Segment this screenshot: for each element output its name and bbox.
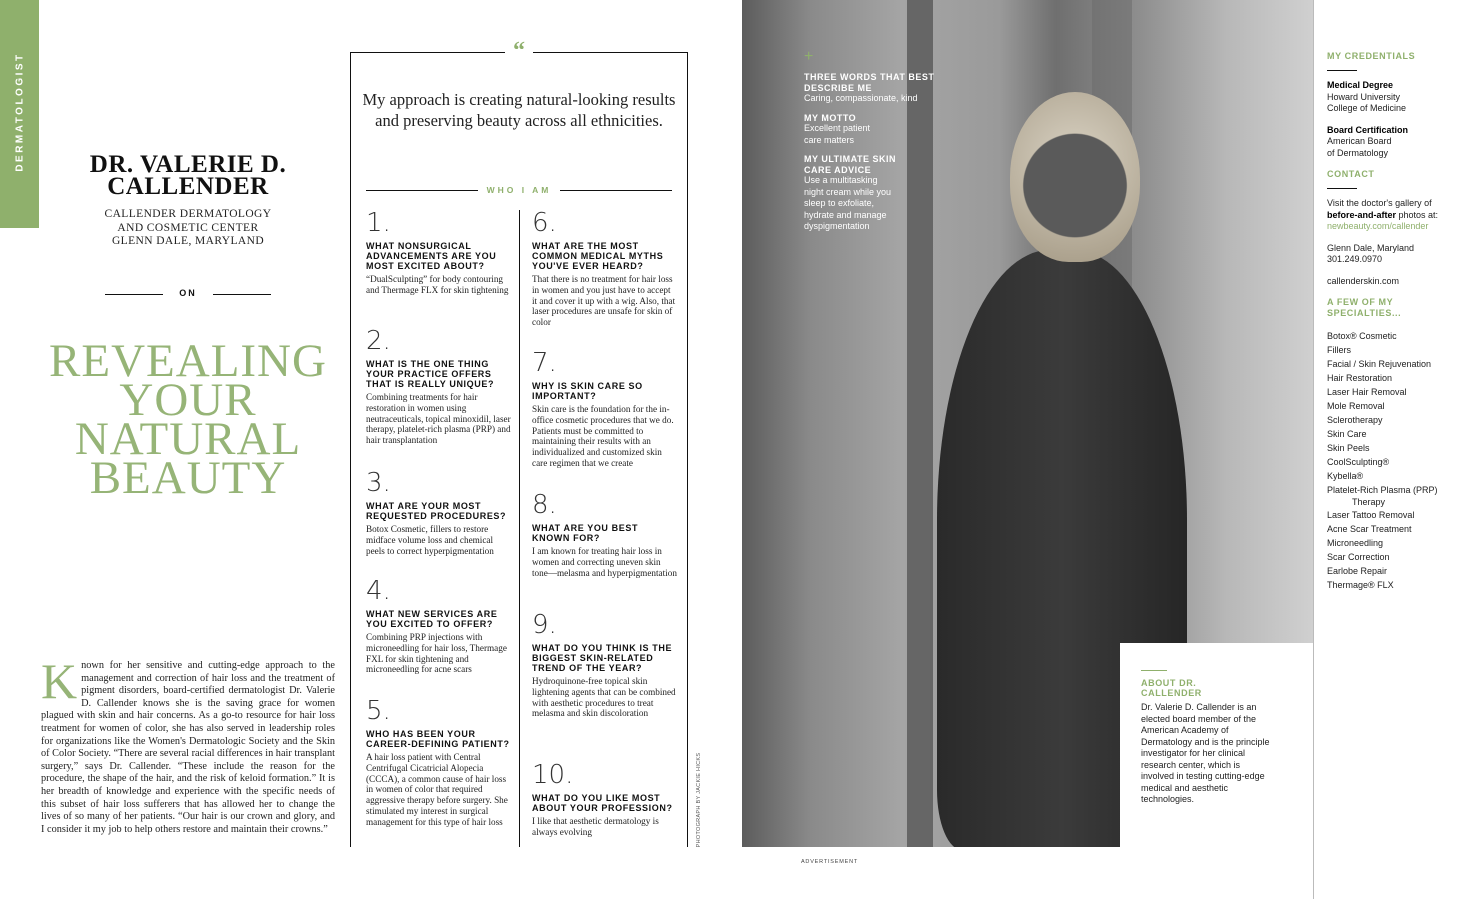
gallery-text: photos at: bbox=[1398, 209, 1439, 220]
about-title: ABOUT DR. CALLENDER bbox=[1141, 678, 1202, 698]
intro-text: nown for her sensitive and cutting-edge approach to the management and correction of hair loss and the treatment of pigment disorders, board-certified dermatologist Dr. Valerie D. Callender knows she is the saving grace for women plagued with skin and hair concerns. As a go-to resource for hair loss treatment for women of color, she has also served in leadership roles for organizations like the Women's Dermatologic Society and the Skin of Color Society. “There are several racial differences in hair transplant surgery,” says Dr. Callender. “These include the reason for the procedure, the shape of the hair, and the risk of keloid formation.” It is her breadth of knowledge and experience with the specific needs of this subset of hair loss sufferers that has allowed her to change the lives of so many of her patients. “Our hair is our crown and glory, and I consider it my job to help others restore and maintain their crowns.” bbox=[41, 660, 335, 835]
answer: Hydroquinone-free topical skin lightening agents that can be combined with aesthetic procedures to treat melasma and skin discoloration bbox=[532, 676, 676, 719]
divider-line bbox=[213, 294, 271, 295]
question: WHAT ARE YOU BEST KNOWN FOR? bbox=[532, 523, 639, 543]
specialty-item: Laser Tattoo Removal bbox=[1327, 510, 1415, 520]
specialty-item: Microneedling bbox=[1327, 538, 1384, 548]
answer: I like that aesthetic dermatology is always evolving bbox=[532, 816, 659, 837]
credential-line: Howard University bbox=[1327, 91, 1401, 102]
contact-title: CONTACT bbox=[1327, 169, 1375, 179]
specialty-item: Scar Correction bbox=[1327, 552, 1390, 562]
qa-item bbox=[532, 492, 677, 578]
qa-item bbox=[532, 210, 677, 328]
photo-overlay bbox=[804, 50, 944, 233]
on-divider bbox=[105, 288, 271, 300]
gallery-link[interactable]: newbeauty.com/callender bbox=[1327, 221, 1429, 231]
qa-item bbox=[366, 698, 511, 828]
section-rule bbox=[1327, 188, 1357, 189]
headline-line: NATURAL bbox=[74, 413, 302, 465]
qa-item bbox=[532, 350, 677, 469]
qa-item bbox=[366, 328, 511, 446]
specialty-item: Fillers bbox=[1327, 345, 1351, 355]
qa-item bbox=[366, 210, 511, 296]
specialty-item: Acne Scar Treatment bbox=[1327, 524, 1412, 534]
on-label: ON bbox=[179, 288, 197, 298]
practice-line: GLENN DALE, MARYLAND bbox=[111, 235, 265, 247]
drop-cap: K bbox=[41, 653, 78, 709]
advertisement-label: ADVERTISEMENT bbox=[800, 859, 859, 865]
specialties-list bbox=[1327, 329, 1477, 592]
photo-credit-text: PHOTOGRAPH BY JACKIE HICKS bbox=[696, 752, 702, 848]
overlay-title: MY ULTIMATE SKIN CARE ADVICE bbox=[804, 154, 896, 175]
photo-credit bbox=[694, 752, 704, 848]
overlay-text: Caring, compassionate, kind bbox=[804, 93, 918, 103]
section-tab bbox=[0, 0, 39, 228]
answer: Skin care is the foundation for the in-office cosmetic procedures that we do. Patients must be committed to maintaining their results with an individualized and customized skin care regimen that we create bbox=[532, 404, 674, 468]
about-rule bbox=[1141, 670, 1167, 671]
photo-figure-head bbox=[1010, 92, 1140, 262]
gallery-info bbox=[1327, 198, 1477, 233]
intro-paragraph bbox=[41, 653, 335, 836]
question: WHAT DO YOU LIKE MOST ABOUT YOUR PROFESSION? bbox=[532, 793, 673, 813]
gallery-text: Visit the doctor's gallery of bbox=[1327, 198, 1432, 208]
location: Glenn Dale, Maryland bbox=[1327, 242, 1415, 253]
overlay-title: THREE WORDS THAT BEST DESCRIBE ME bbox=[804, 72, 935, 93]
phone: 301.249.0970 bbox=[1327, 254, 1383, 264]
divider-line bbox=[560, 190, 672, 191]
answer: Botox Cosmetic, fillers to restore midface volume loss and chemical peels to correct hyperpigmentation bbox=[366, 524, 494, 556]
answer: “DualSculpting” for body contouring and Thermage FLX for skin tightening bbox=[366, 274, 509, 295]
qa-item bbox=[532, 762, 677, 838]
question: WHAT NEW SERVICES ARE YOU EXCITED TO OFFER? bbox=[366, 609, 498, 629]
section-rule bbox=[1327, 70, 1357, 71]
question: WHO HAS BEEN YOUR CAREER-DEFINING PATIENT? bbox=[366, 729, 510, 749]
question-number: 4. bbox=[366, 576, 391, 606]
specialty-item: Laser Hair Removal bbox=[1327, 387, 1407, 397]
question: WHAT NONSURGICAL ADVANCEMENTS ARE YOU MOST EXCITED ABOUT? bbox=[366, 241, 497, 271]
credential bbox=[1327, 80, 1477, 115]
sidebar bbox=[1327, 51, 1477, 592]
specialty-item: CoolSculpting® bbox=[1327, 457, 1390, 467]
specialty-item: Skin Care bbox=[1327, 429, 1367, 439]
who-i-am-divider bbox=[366, 185, 672, 197]
doctor-name: DR. VALERIE D. CALLENDER bbox=[89, 151, 287, 200]
website-link[interactable]: callenderskin.com bbox=[1327, 275, 1400, 286]
who-i-am-label: WHO I AM bbox=[486, 185, 552, 195]
overlay-text: Excellent patient care matters bbox=[804, 123, 871, 145]
practice-line: CALLENDER DERMATOLOGY bbox=[104, 208, 272, 220]
specialties-title: A FEW OF MY SPECIALTIES... bbox=[1327, 297, 1402, 318]
pull-quote: My approach is creating natural-looking results and preserving beauty across all ethnicities. bbox=[362, 90, 676, 130]
specialty-item: Earlobe Repair bbox=[1327, 566, 1388, 576]
question-number: 2. bbox=[366, 326, 391, 356]
question: WHAT ARE THE MOST COMMON MEDICAL MYTHS YOU'VE EVER HEARD? bbox=[532, 241, 664, 271]
answer: That there is no treatment for hair loss in women and you just have to accept it and cover it up with a wig. Also, that laser procedures are unsafe for skin of color bbox=[532, 274, 676, 328]
credential-label: Board Certification bbox=[1327, 124, 1409, 135]
question: WHAT ARE YOUR MOST REQUESTED PROCEDURES? bbox=[366, 501, 507, 521]
headline-line: YOUR bbox=[119, 374, 257, 426]
specialty-item: Hair Restoration bbox=[1327, 373, 1393, 383]
credential bbox=[1327, 125, 1477, 160]
specialty-item: Platelet-Rich Plasma (PRP) Therapy bbox=[1327, 485, 1438, 507]
qa-item bbox=[366, 470, 511, 556]
qa-item bbox=[366, 578, 511, 675]
credential-line: of Dermatology bbox=[1327, 147, 1389, 158]
specialty-item: Facial / Skin Rejuvenation bbox=[1327, 359, 1432, 369]
answer: Combining treatments for hair restoration in women using neutraceuticals, topical minoxidil, laser therapy, platelet-rich plasma (PRP) and hair transplantation bbox=[366, 392, 511, 446]
credentials-title: MY CREDENTIALS bbox=[1327, 51, 1416, 61]
location-info bbox=[1327, 243, 1477, 266]
about-text: Dr. Valerie D. Callender is an elected board member of the American Academy of Dermatology and is the principle investigator for her clinical research center, which is involved in testing cutting-edge medical and aesthetic technologies. bbox=[1141, 702, 1270, 804]
headline-line: REVEALING bbox=[49, 335, 327, 387]
question: WHY IS SKIN CARE SO IMPORTANT? bbox=[532, 381, 643, 401]
plus-icon: + bbox=[804, 48, 814, 65]
question-number: 1. bbox=[366, 208, 391, 238]
question-number: 6. bbox=[532, 208, 557, 238]
credential-line: College of Medicine bbox=[1327, 103, 1407, 113]
question-number: 9. bbox=[532, 610, 557, 640]
question-number: 5. bbox=[366, 696, 391, 726]
specialty-item: Kybella® bbox=[1327, 471, 1364, 481]
column-divider bbox=[519, 210, 520, 847]
practice-info bbox=[60, 208, 316, 249]
headline-line: BEAUTY bbox=[89, 452, 287, 504]
overlay-title: MY MOTTO bbox=[804, 112, 857, 123]
credential-line: American Board bbox=[1327, 136, 1392, 146]
specialty-item: Skin Peels bbox=[1327, 443, 1370, 453]
question-number: 3. bbox=[366, 468, 391, 498]
specialty-item: Mole Removal bbox=[1327, 401, 1385, 411]
quote-mark-icon: “ bbox=[505, 40, 533, 62]
qa-item bbox=[532, 612, 677, 719]
page-gutter bbox=[1313, 0, 1314, 899]
overlay-text: Use a multitasking night cream while you sleep to exfoliate, hydrate and manage dyspigmentation bbox=[804, 175, 892, 231]
answer: A hair loss patient with Central Centrifugal Cicatricial Alopecia (CCCA), a common cause of hair loss in women of color that required aggressive therapy before surgery. She stimulated my interest in surgical management for this type of hair loss bbox=[366, 752, 508, 827]
headline bbox=[40, 335, 336, 504]
question: WHAT IS THE ONE THING YOUR PRACTICE OFFERS THAT IS REALLY UNIQUE? bbox=[366, 359, 495, 389]
question-number: 7. bbox=[532, 348, 557, 378]
about-section bbox=[1141, 670, 1271, 806]
answer: I am known for treating hair loss in women and correcting uneven skin tone—melasma and hyperpigmentation bbox=[532, 546, 677, 578]
gallery-bold: before-and-after bbox=[1327, 209, 1397, 220]
question-number: 8. bbox=[532, 490, 557, 520]
question-number: 10. bbox=[532, 760, 574, 790]
specialty-item: Botox® Cosmetic bbox=[1327, 331, 1397, 341]
specialty-item: Sclerotherapy bbox=[1327, 415, 1383, 425]
answer: Combining PRP injections with microneedling for hair loss, Thermage FXL for skin tightening and microneedling for acne scars bbox=[366, 632, 507, 675]
credential-label: Medical Degree bbox=[1327, 80, 1394, 90]
question: WHAT DO YOU THINK IS THE BIGGEST SKIN-RELATED TREND OF THE YEAR? bbox=[532, 643, 673, 673]
specialty-item: Thermage® FLX bbox=[1327, 580, 1394, 590]
section-tab-label: DERMATOLOGIST bbox=[14, 52, 25, 172]
practice-line: AND COSMETIC CENTER bbox=[117, 221, 259, 234]
